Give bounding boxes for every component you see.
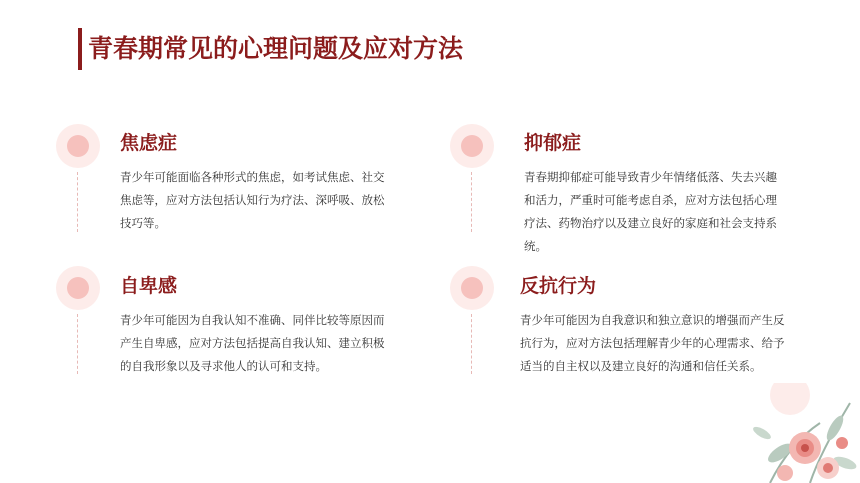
- item-heading: 自卑感: [120, 275, 178, 297]
- item-heading: 焦虑症: [120, 132, 178, 154]
- item-heading: 抑郁症: [524, 132, 582, 154]
- item-description: 青少年可能因为自我认知不准确、同伴比较等原因而产生自卑感，应对方法包括提高自我认知、建立积极的自我形象以及寻求他人的认可和支持。: [120, 313, 385, 373]
- page-title: 青春期常见的心理问题及应对方法: [88, 34, 464, 63]
- item-description: 青少年可能因为自我意识和独立意识的增强而产生反抗行为，应对方法包括理解青少年的心理需求、给予适当的自主权以及建立良好的沟通和信任关系。: [520, 313, 785, 373]
- item-description: 青少年可能面临各种形式的焦虑，如考试焦虑、社交焦虑等，应对方法包括认知行为疗法、深呼吸、放松技巧等。: [120, 170, 385, 230]
- item-heading: 反抗行为: [520, 275, 597, 297]
- title-accent-bar: [78, 28, 82, 70]
- flower-bouquet-icon: [750, 383, 860, 483]
- item-description: 青春期抑郁症可能导致青少年情绪低落、失去兴趣和活力，严重时可能考虑自杀，应对方法包括心理疗法、药物治疗以及建立良好的家庭和社会支持系统。: [524, 170, 777, 253]
